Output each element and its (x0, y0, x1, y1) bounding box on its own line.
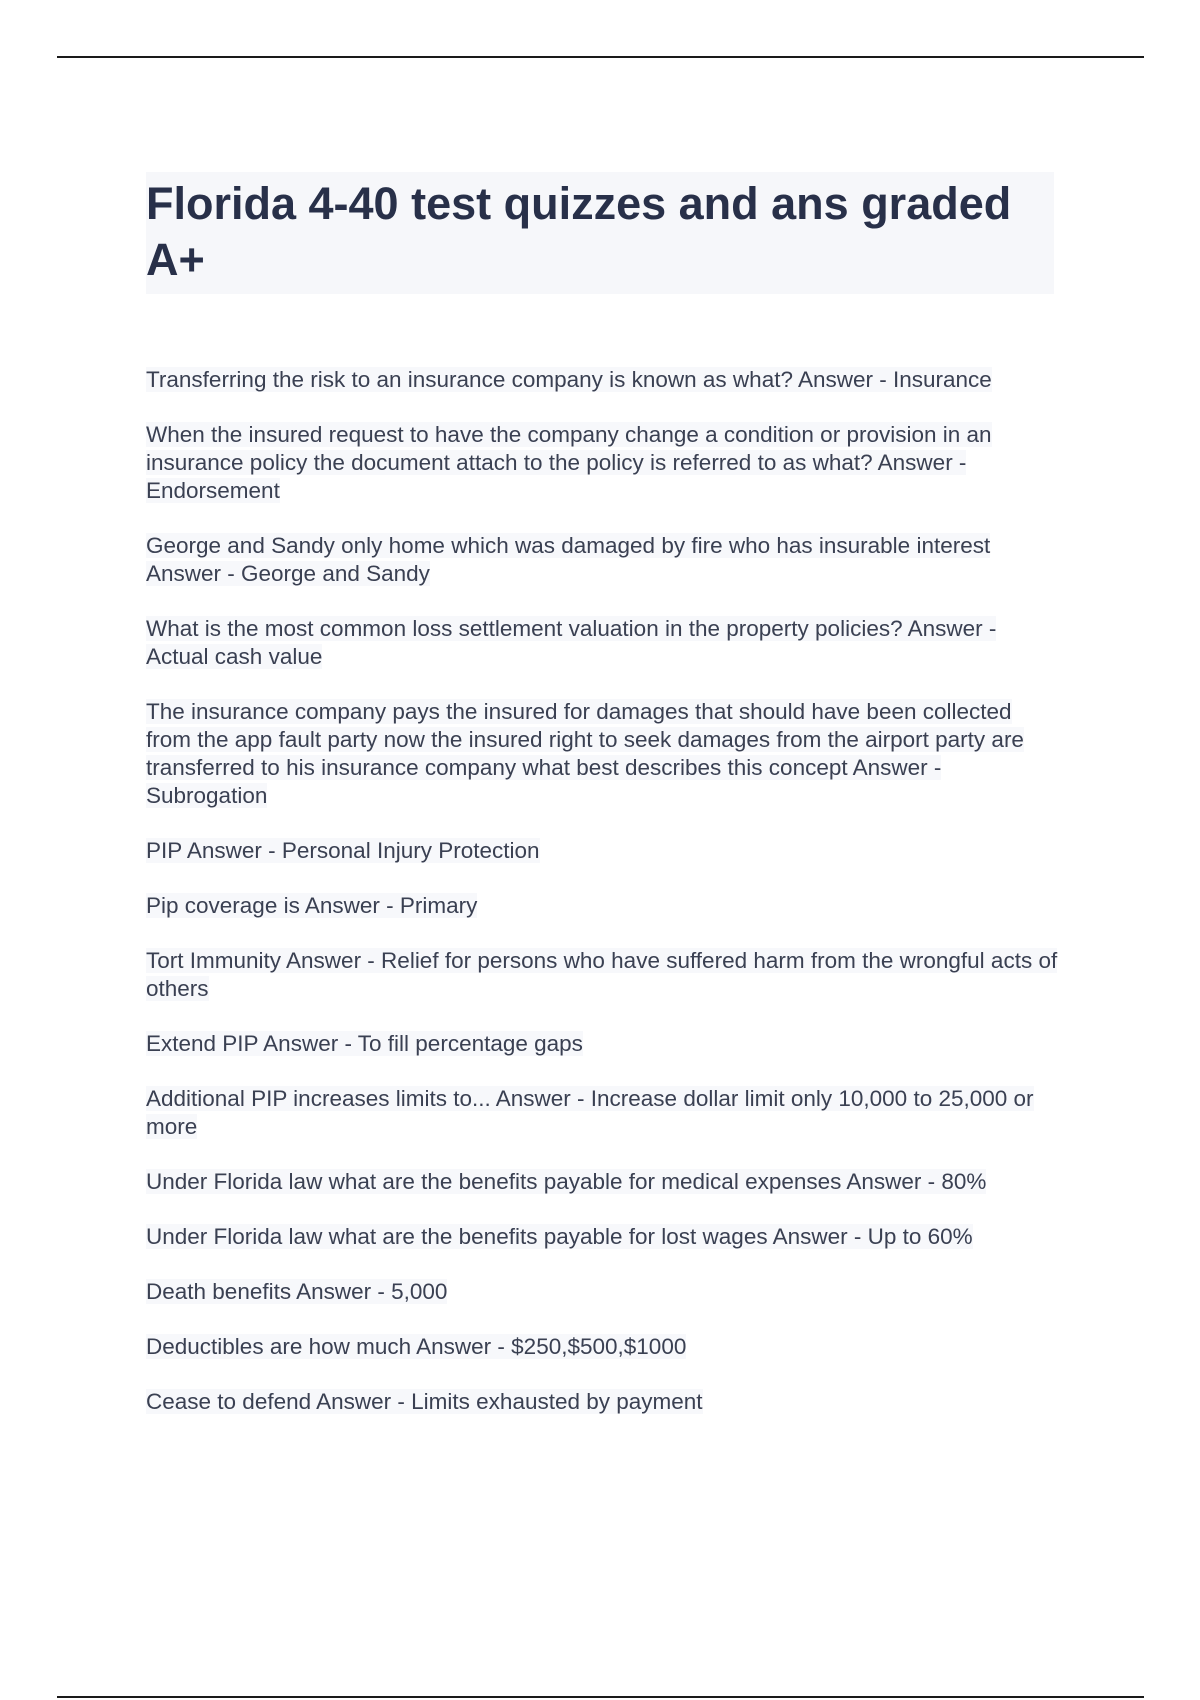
qa-item (146, 698, 1058, 810)
qa-item (146, 1168, 1058, 1196)
qa-text: Deductibles are how much Answer - $250,$500,$1000 (146, 1334, 687, 1359)
top-rule (57, 56, 1144, 58)
qa-text: Transferring the risk to an insurance company is known as what? Answer - Insurance (146, 367, 992, 392)
qa-text: When the insured request to have the company change a condition or provision in an insurance policy the document attach to the policy is referred to as what? Answer - Endorsement (146, 422, 992, 503)
qa-text: Death benefits Answer - 5,000 (146, 1279, 448, 1304)
qa-item (146, 532, 1058, 588)
qa-text: Additional PIP increases limits to... Answer - Increase dollar limit only 10,000 to 25,000 or more (146, 1086, 1034, 1139)
qa-item (146, 1388, 1058, 1416)
qa-text: Extend PIP Answer - To fill percentage gaps (146, 1031, 583, 1056)
qa-text: What is the most common loss settlement valuation in the property policies? Answer - Actual cash value (146, 616, 997, 669)
qa-text: The insurance company pays the insured for damages that should have been collected from the app fault party now the insured right to seek damages from the airport party are transferred to his insurance company what best describes this concept Answer - Subrogation (146, 699, 1024, 808)
qa-text: PIP Answer - Personal Injury Protection (146, 838, 540, 863)
qa-item (146, 837, 1058, 865)
qa-item (146, 1085, 1058, 1141)
qa-text: Under Florida law what are the benefits payable for medical expenses Answer - 80% (146, 1169, 987, 1194)
qa-item (146, 1223, 1058, 1251)
qa-item (146, 1278, 1058, 1306)
qa-text: Cease to defend Answer - Limits exhausted by payment (146, 1389, 703, 1414)
document-title: Florida 4-40 test quizzes and ans graded A+ (146, 178, 1012, 285)
qa-item (146, 615, 1058, 671)
qa-item (146, 421, 1058, 505)
qa-item (146, 1333, 1058, 1361)
bottom-rule (57, 1696, 1144, 1698)
qa-item (146, 1030, 1058, 1058)
qa-text: Pip coverage is Answer - Primary (146, 893, 478, 918)
qa-text: Tort Immunity Answer - Relief for persons who have suffered harm from the wrongful acts of others (146, 948, 1058, 1001)
qa-list (146, 366, 1058, 1443)
title-block (146, 172, 1054, 294)
qa-item (146, 366, 1058, 394)
qa-text: Under Florida law what are the benefits payable for lost wages Answer - Up to 60% (146, 1224, 973, 1249)
qa-item (146, 892, 1058, 920)
qa-item (146, 947, 1058, 1003)
qa-text: George and Sandy only home which was damaged by fire who has insurable interest Answer - George and Sandy (146, 533, 991, 586)
